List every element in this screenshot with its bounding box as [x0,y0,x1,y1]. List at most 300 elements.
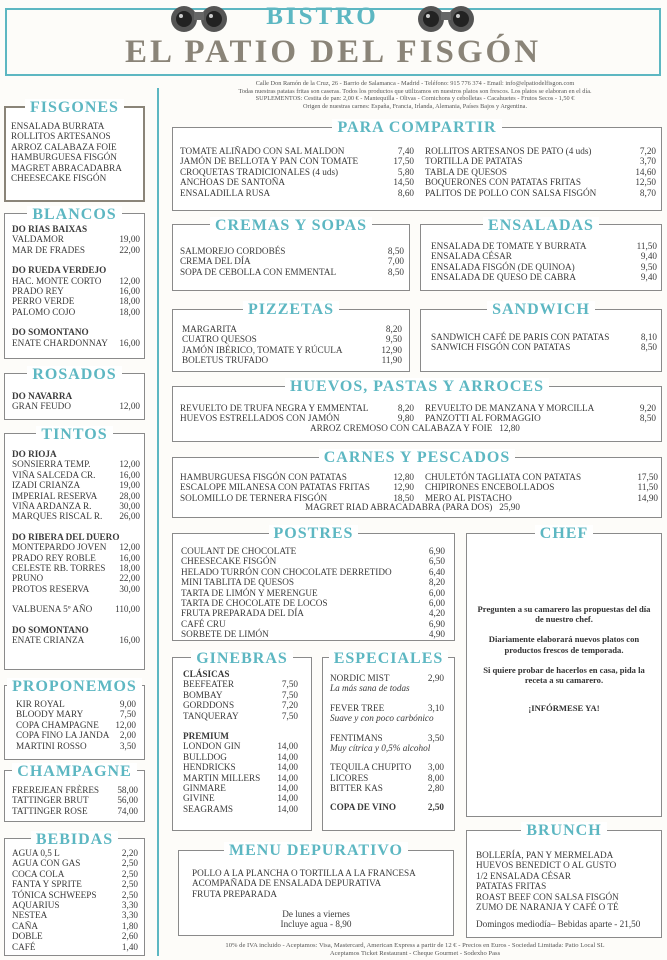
item-price: 14,60 [635,166,656,177]
tintos-list [12,449,140,646]
item-price: 12,00 [119,275,140,286]
menu-item [181,608,445,618]
item-name: SEAGRAMS [183,803,234,814]
menu-item [12,858,138,868]
item-price: 14,00 [277,751,298,762]
group-heading: DO RIOJA [12,449,57,459]
bistro-label: BISTRO [266,3,379,30]
item-price: 17,50 [637,472,658,482]
item-name: HAC. MONTE CORTO [12,275,102,286]
menu-item [12,869,138,879]
item-price: 7,20 [639,146,656,156]
item-price: 30,00 [119,501,140,512]
menu-item: ACOMPAÑADA DE ENSALADA DEPURATIVA [192,878,382,889]
carnes-center-item: MAGRET RIAD ABRACADABRA (PARA DOS) 25,90 [305,502,520,512]
item-name: MARQUES RISCAL R. [12,511,103,522]
item-price: 11,50 [637,482,658,493]
menu-item [330,783,444,793]
menu-item [12,491,140,501]
item-price: 6,90 [428,546,445,556]
item-price: 14,00 [277,783,298,794]
menu-item [183,752,298,762]
item-price: 19,00 [119,234,140,245]
item-price: 110,00 [115,604,140,615]
info-line: Calle Don Ramón de la Cruz, 26 - Barrio de Salamanca - Madrid - Teléfono: 915 776 374 - Email: info@elpatiodelfisgon.com [255,80,575,87]
fisgones-list [11,121,141,183]
item-price: 7,50 [281,679,298,690]
menu-item [12,470,140,480]
cremas-list [180,246,404,277]
menu-item [425,482,658,492]
menu-item [180,403,414,413]
item-price: 6,40 [428,566,445,577]
item-price: 12,00 [115,719,136,730]
menu-item [183,783,298,793]
item-price: 3,70 [639,156,656,167]
group-heading: DO RIBERA DEL DUERO [12,531,120,542]
menu-item [181,546,445,556]
fisgones-title: FISGONES [4,100,145,116]
item-price: 6,90 [428,618,445,629]
group-heading: DO SOMONTANO [12,624,89,635]
item-price: 30,00 [119,583,140,594]
vertical-divider [157,88,159,956]
item-price: 18,50 [393,492,414,503]
item-name: SANDWICH CAFÉ DE PARIS CON PATATAS [431,332,610,342]
item-name: PALOMO COJO [12,306,76,317]
item-price: 6,50 [428,556,445,567]
item-name: VIÑA ARDANZA R. [12,501,92,512]
item-name: COULANT DE CHOCOLATE [181,546,297,556]
item-name: MERO AL PISTACHO [425,492,512,503]
item-price: 17,50 [393,156,414,167]
item-price: 3,30 [121,900,138,911]
item-price: 16,00 [119,286,140,297]
item-name: LONDON GIN [183,741,241,752]
item-price: 1,40 [121,941,138,952]
binoculars-left-icon [168,2,230,34]
item-name: FANTA Y SPRITE [12,879,82,890]
menu-item [12,931,138,941]
menu-item: FRUTA PREPARADA [192,888,277,899]
item-name: KIR ROYAL [16,699,65,709]
menu-item [182,355,402,365]
item-name: ENSALADA DE TOMATE Y BURRATA [431,241,587,251]
menu-item: HUEVOS BENEDICT O AL GUSTO [476,860,617,871]
item-price: 8,50 [639,413,656,424]
item-name: CAFÉ [12,941,36,952]
huevos-list-left [180,403,414,424]
item-price: 2,50 [121,858,138,869]
item-name: TATTINGER ROSE [12,805,88,816]
item-name: HELADO TURRÓN CON CHOCOLATE DERRETIDO [181,566,392,577]
item-price: 28,00 [119,490,140,501]
menu-item [183,773,298,783]
item-name: SONSIERRA TEMP. [12,459,91,470]
depurativo-title: MENU DEPURATIVO [178,843,454,859]
menu-item [425,156,656,166]
ginebras-title: GINEBRAS [172,651,312,667]
menu-item [181,598,445,608]
menu-item [12,234,140,244]
item-name: SORBETE DE LIMÓN [181,629,269,640]
compartir-list-right [425,146,656,198]
menu-item [12,245,140,255]
item-price: 3,10 [427,702,444,713]
menu-item [12,338,140,348]
menu-item: ARROZ CALABAZA FOIE [11,141,117,152]
menu-item: PATATAS FRITAS [476,881,547,892]
item-price: 8,10 [640,332,657,342]
ginebras-list [183,669,298,814]
carnes-title: CARNES Y PESCADOS [172,450,662,466]
item-price: 14,00 [277,762,298,773]
restaurant-name: EL PATIO DEL FISGÓN [124,34,542,70]
menu-item [12,286,140,296]
item-price: 12,80 [393,472,414,482]
item-name: GINMARE [183,783,226,794]
item-price: 8,60 [397,187,414,198]
item-name: FENTIMANS [330,732,383,743]
item-name: ROLLITOS ARTESANOS DE PATO (4 uds) [425,146,592,156]
item-price: 16,00 [119,469,140,480]
item-name: GRAN FEUDO [12,401,71,412]
huevos-center-item: ARROZ CREMOSO CON CALABAZA Y FOIE 12,80 [310,423,520,433]
item-name: AGUA CON GAS [12,858,81,869]
item-price: 16,00 [119,337,140,348]
item-name: ANCHOAS DE SANTOÑA [180,177,285,188]
item-price: 16,00 [119,635,140,646]
item-price: 16,00 [119,552,140,563]
item-name: CHULETÓN TAGLIATA CON PATATAS [425,472,582,482]
item-name: COPA DE VINO [330,801,397,812]
item-price: 14,90 [637,492,658,503]
item-name: CHIPIRONES ENCEBOLLADOS [425,482,555,493]
item-name: BULLDOG [183,751,227,762]
menu-item [183,711,298,721]
compartir-list-left [180,146,414,198]
menu-item [181,577,445,587]
item-price: 2,00 [119,730,136,741]
menu-item [180,482,414,492]
info-line: SUPLEMENTOS: Cestita de pan: 2,00 € - Mantequilla - Olivas - Cornichons y cebolletas - Cacahuetes - Frutos Secos - 1,50 € [255,95,575,103]
item-price: 2,60 [121,931,138,942]
item-price: 3,50 [119,740,136,751]
item-price: 7,00 [387,256,404,267]
item-price: 12,50 [635,177,656,188]
menu-item [180,472,414,482]
champagne-list [12,785,138,816]
item-price: 9,20 [639,403,656,413]
item-description: Suave y con poco carbónico [330,713,434,724]
menu-item [12,795,138,805]
item-name: BITTER KAS [330,783,383,794]
item-name: MINI TABLITA DE QUESOS [181,577,294,588]
pizzetas-list [182,324,402,366]
item-price: 4,20 [428,608,445,619]
menu-item [16,741,136,751]
item-name: VALBUENA 5º AÑO [12,604,93,615]
item-price: 2,50 [427,801,444,812]
item-price: 19,00 [119,480,140,491]
menu-item [12,307,140,317]
menu-item [330,703,444,713]
item-description: Muy cítrica y 0,5% alcohol [330,743,431,754]
item-name: CAFÉ CRU [181,618,226,629]
item-name: HAMBURGUESA FISGÓN CON PATATAS [180,472,347,482]
menu-item [12,635,140,645]
blancos-title: BLANCOS [4,207,145,223]
menu-item [12,604,140,614]
item-price: 26,00 [119,511,140,522]
item-price: 7,40 [397,146,414,156]
item-name: TORTILLA DE PATATAS [425,156,523,167]
menu-item [12,879,138,889]
item-price: 8,70 [639,187,656,198]
blancos-list [12,224,140,348]
menu-item: ENSALADA BURRATA [11,121,105,131]
item-name: BOLETUS TRUFADO [182,355,269,366]
item-price: 14,00 [277,803,298,814]
menu-item [12,921,138,931]
item-price: 3,00 [427,762,444,773]
item-name: TARTA DE CHOCOLATE DE LOCOS [181,598,328,609]
item-name: ENSALADA CÉSAR [431,251,512,262]
menu-item [12,785,138,795]
item-price: 9,40 [640,272,657,283]
menu-item [181,588,445,598]
item-price: 7,20 [281,700,298,711]
menu-item [183,804,298,814]
item-name: ENATE CRIANZA [12,635,85,646]
menu-item [431,332,657,342]
item-name: PRADO REY ROBLE [12,552,96,563]
compartir-title: PARA COMPARTIR [172,120,662,136]
footer-line: Aceptamos Ticket Restaurant - Cheque Gourmet - Sodexho Pass [329,950,501,957]
item-name: JAMÓN IBÉRICO, TOMATE Y RÚCULA [182,344,343,355]
menu-item [183,793,298,803]
menu-item [12,401,140,411]
sandwich-list [431,332,657,353]
item-name: TANQUERAY [183,710,239,721]
menu-item [181,556,445,566]
bebidas-title: BEBIDAS [4,832,145,848]
item-price: 9,50 [640,261,657,272]
menu-item [12,910,138,920]
item-price: 58,00 [117,785,138,795]
item-name: PROTOS RESERVA [12,583,90,594]
chef-line: Diariamente elaborará nuevos platos con productos frescos de temporada. [488,634,640,655]
group-heading: PREMIUM [183,731,229,742]
menu-item [425,403,656,413]
menu-item: MAGRET ABRACADABRA [11,162,122,173]
item-price: 2,90 [427,673,444,683]
menu-item [183,741,298,751]
menu-item [425,188,656,198]
item-price: 8,00 [427,772,444,783]
item-price: 12,90 [393,482,414,493]
item-name: FEVER TREE [330,702,385,713]
menu-item [12,553,140,563]
item-name: CROQUETAS TRADICIONALES (4 uds) [180,166,339,177]
chef-line: ¡INFÓRMESE YA! [528,703,600,714]
especiales-list [330,673,444,812]
item-name: REVUELTO DE MANZANA Y MORCILLA [425,403,595,413]
item-name: ENATE CHARDONNAY [12,337,108,348]
item-name: ENSALADILLA RUSA [180,187,271,198]
item-price: 9,40 [640,251,657,262]
item-price: 3,30 [121,910,138,921]
group-heading: DO SOMONTANO [12,327,89,338]
item-price: 8,20 [385,324,402,334]
item-name: FREREJEAN FRÈRES [12,785,100,795]
group-heading: CLÁSICAS [183,669,230,679]
item-name: TEQUILA CHUPITO [330,762,412,773]
menu-item [181,567,445,577]
proponemos-list [16,699,136,751]
item-name: GORDDONS [183,700,235,711]
item-price: 7,50 [119,709,136,720]
item-price: 6,00 [428,587,445,598]
menu-item [182,345,402,355]
item-name: SOPA DE CEBOLLA CON EMMENTAL [180,266,337,277]
brunch-title: BRUNCH [466,823,662,839]
champagne-title: CHAMPAGNE [4,764,145,780]
rosados-list [12,391,140,412]
item-price: 18,00 [119,306,140,317]
chef-line: Pregunten a su camarero las propuestas del día de nuestro chef. [477,604,651,625]
item-price: 5,80 [397,166,414,177]
pizzetas-title: PIZZETAS [172,302,410,318]
menu-item [12,276,140,286]
item-price: 2,80 [427,783,444,794]
item-name: MARTIN MILLERS [183,772,261,783]
item-price: 8,20 [428,577,445,588]
tintos-title: TINTOS [4,427,145,443]
item-price: 2,20 [121,848,138,858]
item-price: 18,00 [119,296,140,307]
menu-item [180,246,404,256]
item-name: NORDIC MIST [330,673,390,683]
item-name: AGUA 0,5 L [12,848,60,858]
item-name: REVUELTO DE TRUFA NEGRA Y EMMENTAL [180,403,369,413]
menu-item: CHEESECAKE FISGÓN [11,173,107,184]
rosados-title: ROSADOS [4,367,145,383]
menu-item [425,472,658,482]
item-name: GIVINE [183,793,215,804]
item-name: BOMBAY [183,689,223,700]
menu-item [183,762,298,772]
menu-item [12,900,138,910]
item-name: PERRO VERDE [12,296,75,307]
menu-item [181,629,445,639]
item-name: COPA FINO LA JANDA [16,730,110,741]
especiales-title: ESPECIALES [322,651,455,667]
menu-item [182,334,402,344]
item-name: TABLA DE QUESOS [425,166,507,177]
item-price: 2,50 [121,879,138,890]
menu-item [425,177,656,187]
item-price: 8,50 [387,246,404,256]
cremas-title: CREMAS Y SOPAS [172,218,410,234]
menu-item [431,251,657,261]
copa-item [330,802,444,812]
item-price: 11,50 [636,241,657,251]
bebidas-list [12,848,138,952]
binoculars-right-icon [415,2,477,34]
menu-item [16,709,136,719]
item-name: COCA COLA [12,868,65,879]
chef-text [474,604,654,713]
item-price: 7,50 [281,689,298,700]
item-name: CHEESECAKE FISGÓN [181,556,277,567]
menu-item [16,699,136,709]
menu-item [12,848,138,858]
item-price: 9,80 [397,413,414,424]
group-heading: DO RIAS BAIXAS [12,224,88,234]
menu-item [16,730,136,740]
item-name: PRUNO [12,573,44,584]
item-name: BOQUERONES CON PATATAS FRITAS [425,177,581,188]
item-name: ENSALADA FISGÓN (DE QUINOA) [431,261,575,272]
menu-item [12,942,138,952]
ensaladas-list [431,241,657,283]
item-name: CREMA DEL DÍA [180,256,251,267]
huevos-title: HUEVOS, PASTAS Y ARROCES [172,379,662,395]
menu-item: POLLO A LA PLANCHA O TORTILLA A LA FRANCESA [192,868,416,878]
item-price: 22,00 [119,244,140,255]
ensaladas-title: ENSALADAS [420,218,662,234]
item-price: 12,90 [381,344,402,355]
item-name: MAR DE FRADES [12,244,86,255]
menu-item [180,146,414,156]
item-price: 12,00 [119,401,140,412]
item-name: CUATRO QUESOS [182,334,257,345]
item-name: IZADI CRIANZA [12,480,81,491]
item-description: La más sana de todas [330,683,410,694]
carnes-list-right [425,472,658,503]
info-line: Origen de nuestras carnes: España, Francia, Irlanda, Alemania, Países Bajos y Argentina. [302,102,528,110]
item-price: 14,00 [277,772,298,783]
item-price: 7,50 [281,710,298,721]
item-price: 22,00 [119,573,140,584]
item-name: ENSALADA DE QUESO DE CABRA [431,272,576,283]
footer-line: 10% de IVA incluido - Aceptamos: Visa, Mastercard, American Express a partir de 12 € - Precios en Euros - Sociedad Limitada: Patio Local SL [225,942,605,949]
menu-item [330,733,444,743]
item-price: 4,90 [428,629,445,640]
item-name: ESCALOPE MILANESA CON PATATAS FRITAS [180,482,370,493]
menu-item: 1/2 ENSALADA CÉSAR [476,870,571,881]
menu-item [183,690,298,700]
menu-item: ROLLITOS ARTESANOS [11,131,111,142]
item-price: 3,50 [427,732,444,743]
menu-item [330,773,444,783]
item-name: PANZOTTI AL FORMAGGIO [425,413,541,424]
menu-item [431,272,657,282]
menu-item [12,563,140,573]
item-name: VALDAMOR [12,234,64,245]
menu-item [180,256,404,266]
item-name: HENDRICKS [183,762,236,773]
menu-item [330,762,444,772]
item-price: 9,00 [119,699,136,709]
item-price: 12,00 [119,542,140,553]
item-name: IMPERIAL RESERVA [12,490,98,501]
item-price: 74,00 [117,805,138,816]
item-price: 14,00 [277,741,298,752]
item-name: BEEFEATER [183,679,235,690]
item-price: 6,00 [428,598,445,609]
